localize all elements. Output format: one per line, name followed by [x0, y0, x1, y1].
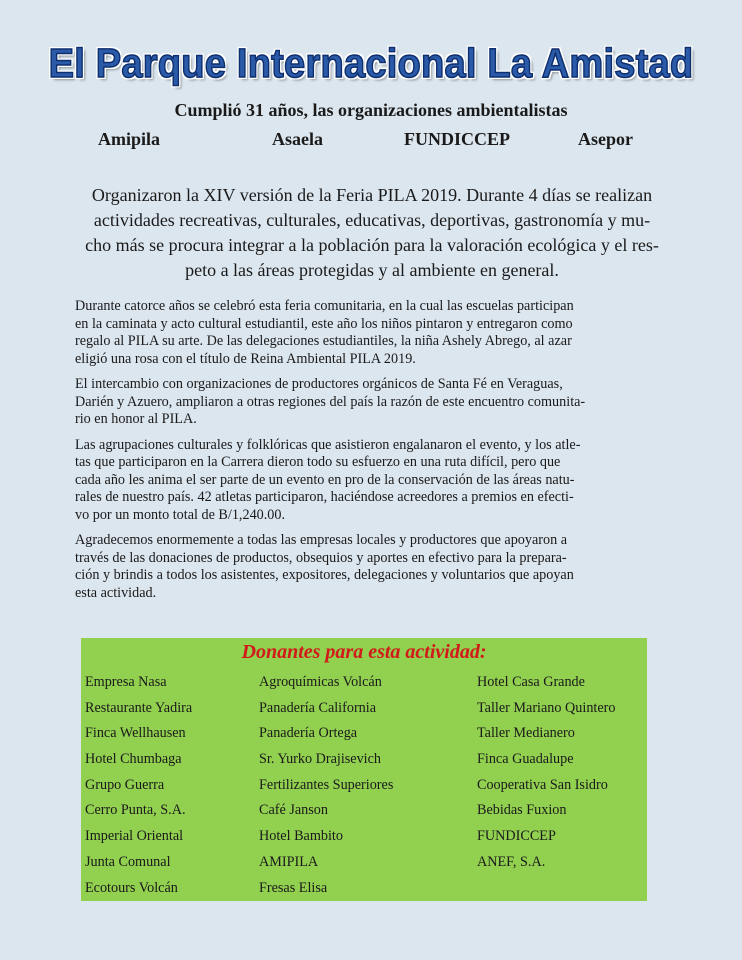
- text-line: regalo al PILA su arte. De las delegaciones estudiantiles, la niña Ashely Abrego, al azar: [75, 333, 572, 349]
- donor-item: Cerro Punta, S.A.: [85, 802, 186, 819]
- text-line: cada año les anima el ser parte de un evento en pro de la conservación de las áreas natu-: [75, 471, 575, 488]
- donor-item: Hotel Chumbaga: [85, 751, 182, 768]
- paragraph-feria: [75, 298, 650, 368]
- donor-item: Bebidas Fuxion: [477, 802, 567, 819]
- intro-paragraph: [68, 183, 676, 283]
- intro-line: actividades recreativas, culturales, educativas, deportivas, gastronomía y mu-: [93, 210, 651, 230]
- text-line: Las agrupaciones culturales y folklóricas que asistieron engalanaron el evento, y los atle-: [75, 436, 581, 453]
- donor-item: FUNDICCEP: [477, 828, 556, 845]
- donor-item: Junta Comunal: [85, 853, 171, 870]
- donor-item: Grupo Guerra: [85, 776, 165, 793]
- intro-line: cho más se procura integrar a la población para la valoración ecológica y el res-: [85, 235, 659, 255]
- donor-item: Finca Wellhausen: [85, 725, 186, 742]
- donor-item: ANEF, S.A.: [477, 853, 546, 870]
- donors-title: Donantes para esta actividad:: [241, 641, 487, 663]
- org-fundiccep: FUNDICCEP: [404, 129, 510, 149]
- text-line: esta actividad.: [75, 584, 157, 601]
- text-line: eligió una rosa con el título de Reina Ambiental PILA 2019.: [75, 350, 416, 367]
- org-amipila: Amipila: [98, 129, 161, 149]
- donor-item: Taller Mariano Quintero: [477, 699, 616, 716]
- donor-column-1: [85, 673, 192, 904]
- text-line: rio en honor al PILA.: [75, 411, 197, 427]
- donor-column-3: [477, 673, 615, 879]
- donor-item: Panadería Ortega: [259, 725, 358, 742]
- page-title: El Parque Internacional La Amistad: [48, 40, 694, 86]
- donor-item: Imperial Oriental: [85, 828, 184, 845]
- paragraph-agrupaciones: [75, 437, 650, 525]
- article-body: [75, 298, 650, 610]
- text-line: Agradecemos enormemente a todas las empresas locales y productores que apoyaron a: [75, 532, 568, 548]
- donor-item: Taller Medianero: [477, 725, 575, 742]
- text-line: El intercambio con organizaciones de productores orgánicos de Santa Fé en Veraguas,: [75, 376, 563, 392]
- donor-item: Cooperativa San Isidro: [477, 776, 608, 793]
- text-line: vo por un monto total de B/1,240.00.: [75, 506, 286, 523]
- donor-item: Sr. Yurko Drajisevich: [259, 751, 382, 768]
- text-line: tas que participaron en la Carrera dieron todo su esfuerzo en una ruta difícil, pero que: [75, 454, 561, 470]
- text-line: ción y brindis a todos los asistentes, expositores, delegaciones y voluntarios que apoyan: [75, 567, 574, 583]
- org-asepor: Asepor: [578, 129, 633, 149]
- donor-item: Café Janson: [259, 802, 328, 819]
- org-asaela: Asaela: [272, 129, 323, 149]
- donor-item: AMIPILA: [259, 853, 319, 870]
- donor-item: Fresas Elisa: [259, 879, 328, 896]
- donors-box: [81, 638, 647, 901]
- text-line: en la caminata y acto cultural estudiantil, este año los niños pintaron y entregaron como: [75, 315, 573, 332]
- donor-item: Hotel Bambito: [259, 828, 343, 845]
- intro-line: peto a las áreas protegidas y al ambiente en general.: [185, 260, 559, 280]
- donor-item: Ecotours Volcán: [85, 879, 178, 896]
- donor-item: Agroquímicas Volcán: [259, 674, 382, 690]
- intro-line: Organizaron la XIV versión de la Feria PILA 2019. Durante 4 días se realizan: [91, 185, 653, 205]
- paragraph-agradecimiento: [75, 532, 650, 602]
- text-line: Durante catorce años se celebró esta feria comunitaria, en la cual las escuelas participan: [75, 298, 574, 314]
- text-line: Darién y Azuero, ampliaron a otras regiones del país la razón de este encuentro comunita-: [75, 393, 586, 410]
- text-line: través de las donaciones de productos, obsequios y aportes en efectivo para la prepara-: [75, 549, 567, 566]
- donor-item: Panadería California: [259, 699, 376, 716]
- donor-item: Empresa Nasa: [85, 674, 167, 690]
- donor-item: Restaurante Yadira: [85, 699, 193, 716]
- donor-item: Hotel Casa Grande: [477, 674, 585, 690]
- paragraph-intercambio: [75, 376, 650, 429]
- donor-item: Fertilizantes Superiores: [259, 776, 394, 793]
- donor-item: Finca Guadalupe: [477, 751, 574, 768]
- text-line: rales de nuestro país. 42 atletas participaron, haciéndose acreedores a premios en efecti-: [75, 489, 574, 505]
- donor-column-2: [259, 673, 393, 904]
- subtitle: Cumplió 31 años, las organizaciones ambientalistas: [174, 100, 568, 120]
